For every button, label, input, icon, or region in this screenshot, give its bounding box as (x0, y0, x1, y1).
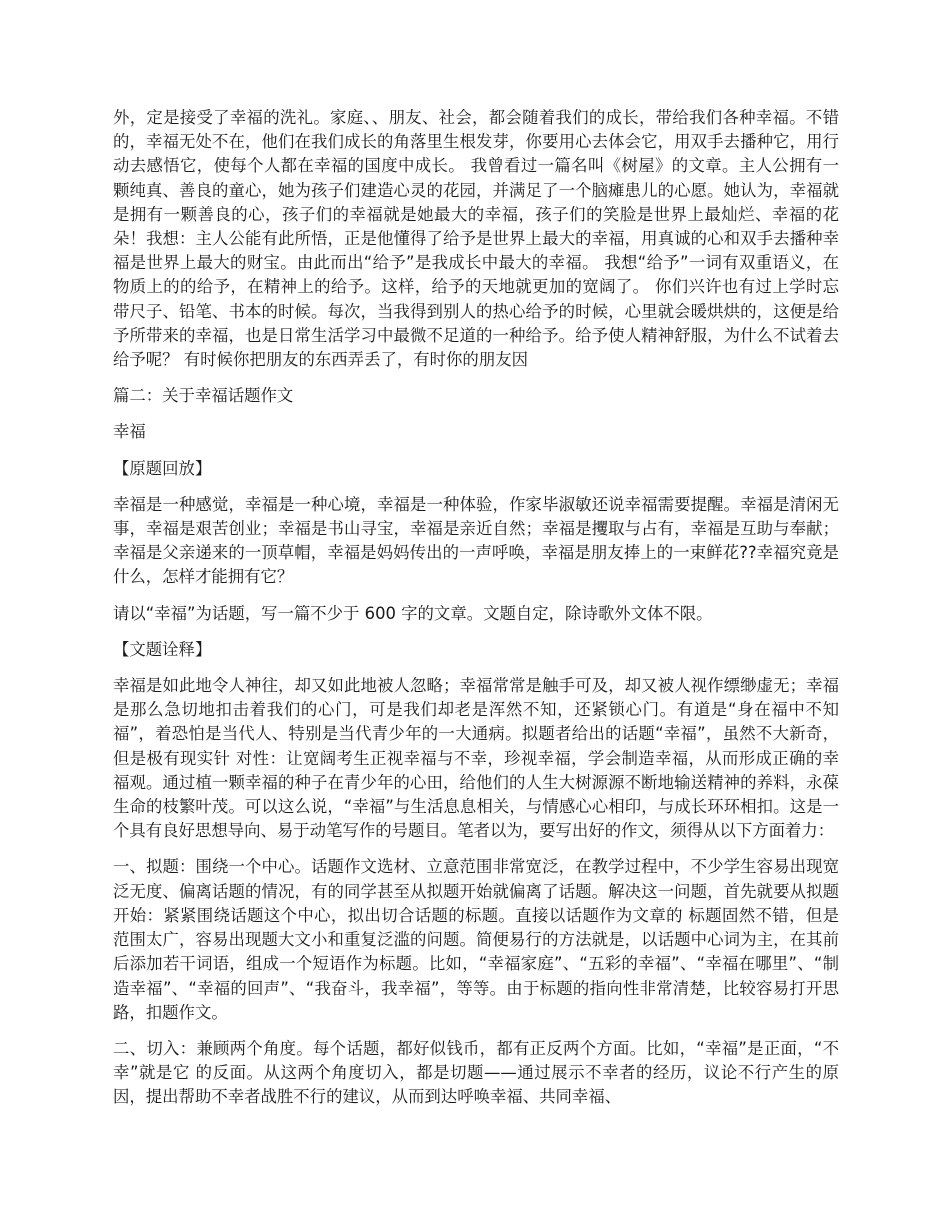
document-body (113, 106, 839, 1122)
paragraph-explanation: 幸福是如此地令人神往，却又如此地被人忽略；幸福常常是触手可及，却又被人视作缥缈虚无；幸福是那么急切地扣击着我们的心门，可是我们却老是浑然不知，还紧锁心门。有道是“身在福中不知福”，着恐怕是当代人、特别是当代青少年的一大通病。拟题者给出的话题“幸福”，虽然不大新奇，但是极有现实针 对性：让宽阔考生正视幸福与不幸，珍视幸福，学会制造幸福，从而形成正确的幸福观。通过植一颗幸福的种子在青少年的心田，给他们的人生大树源源不断地输送精神的养料，永葆生命的枝繁叶茂。可以这么说，“幸福”与生活息息相关，与情感心心相印，与成长环环相扣。这是一个具有良好思想导向、易于动笔写作的号题目。笔者以为，要写出好的作文，须得从以下方面着力： (113, 676, 839, 841)
subheading-topic-explanation: 【文题诠释】 (113, 639, 212, 659)
essay-title: 幸福 (113, 422, 146, 442)
subheading-original-prompt: 【原题回放】 (113, 458, 212, 478)
paragraph-prompt-text: 幸福是一种感觉，幸福是一种心境，幸福是一种体验，作家毕淑敏还说幸福需要提醒。幸福是清闲无事，幸福是艰苦创业；幸福是书山寻宝，幸福是亲近自然；幸福是攫取与占有，幸福是互助与奉献；幸福是父亲递来的一顶草帽，幸福是妈妈传出的一声呼唤，幸福是朋友捧上的一束鲜花??幸福究竟是什么，怎样才能拥有它？ (113, 494, 839, 587)
section-heading: 篇二：关于幸福话题作文 (113, 386, 294, 406)
paragraph-point-one: 一、拟题：围绕一个中心。话题作文选材、立意范围非常宽泛，在教学过程中，不少学生容易出现宽泛无度、偏离话题的情况，有的同学甚至从拟题开始就偏离了话题。解决这一问题，首先就要从拟题开始：紧紧围绕话题这个中心，拟出切合话题的标题。直接以话题作为文章的 标题固然不错，但是范围太广，容易出现题大文小和重复泛滥的问题。简便易行的方法就是，以话题中心词为主，在其前后添加若干词语，组成一个短语作为标题。比如，“幸福家庭”、“五彩的幸福”、“幸福在哪里”、“制造幸福”、“幸福的回声”、“我奋斗，我幸福”，等等。由于标题的指向性非常清楚，比较容易打开思路，扣题作文。 (113, 857, 839, 1022)
paragraph-point-two: 二、切入：兼顾两个角度。每个话题，都好似钱币，都有正反两个方面。比如，“幸福”是正面，“不幸”就是它 的反面。从这两个角度切入，都是切题——通过展示不幸者的经历，议论不行产生的原因，提出帮助不幸者战胜不行的建议，从而到达呼唤幸福、共同幸福、 (113, 1038, 839, 1107)
paragraph-continued-essay: 外，定是接受了幸福的洗礼。家庭、、朋友、社会，都会随着我们的成长，带给我们各种幸福。不错的，幸福无处不在，他们在我们成长的角落里生根发芽，你要用心去体会它，用双手去播种它，用行动去感悟它，使每个人都在幸福的国度中成长。 我曾看过一篇名叫《树屋》的文章。主人公拥有一颗纯真、善良的童心，她为孩子们建造心灵的花园，并满足了一个脑瘫患儿的心愿。她认为，幸福就是拥有一颗善良的心，孩子们的幸福就是她最大的幸福，孩子们的笑脸是世界上最灿烂、幸福的花朵！我想：主人公能有此所悟，正是他懂得了给予是世界上最大的幸福，用真诚的心和双手去播种幸福是世界上最大的财宝。由此而出“给予”是我成长中最大的幸福。 我想“给予”一词有双重语义，在物质上的的给予，在精神上的给予。这样，给予的天地就更加的宽阔了。 你们兴许也有过上学时忘带尺子、铅笔、书本的时候。每次，当我得到别人的热心给予的时候，心里就会暖烘烘的，这便是给予所带来的幸福，也是日常生活学习中最微不足道的一种给予。给予使人精神舒服，为什么不试着去给予呢？ 有时候你把朋友的东西弄丢了，有时你的朋友因 (113, 108, 839, 370)
paragraph-writing-instruction: 请以“幸福”为话题，写一篇不少于 600 字的文章。文题自定，除诗歌外文体不限。 (113, 603, 713, 623)
